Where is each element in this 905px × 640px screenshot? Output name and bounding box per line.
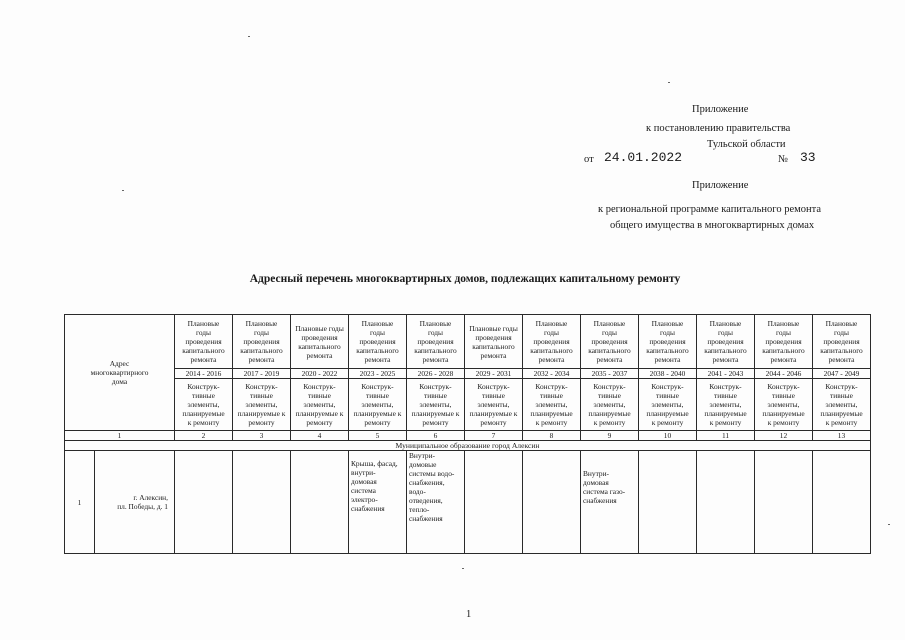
work-cell (291, 451, 349, 554)
elements-header: Конструк- тивные элементы, планируемые к ремонту (697, 379, 755, 431)
number-value: 33 (800, 150, 816, 165)
municipality-row: Муниципальное образование город Алексин (65, 441, 871, 451)
elements-header: Конструк- тивные элементы, планируемые к ремонту (233, 379, 291, 431)
program-line-1: к региональной программе капитального ремонта (598, 204, 822, 215)
elements-header: Конструк- тивные элементы, планируемые к ремонту (349, 379, 407, 431)
column-number: 1 (65, 431, 175, 441)
period-years: 2035 - 2037 (581, 369, 639, 379)
column-number: 12 (755, 431, 813, 441)
scan-speck (248, 36, 250, 37)
column-number: 7 (465, 431, 523, 441)
column-number: 13 (813, 431, 871, 441)
period-header: Плановые годы проведения капитального ремонта (175, 315, 233, 369)
period-header: Плановые годы проведения капитального ремонта (407, 315, 465, 369)
region-line: Тульской области (707, 139, 786, 150)
period-years: 2023 - 2025 (349, 369, 407, 379)
column-number: 5 (349, 431, 407, 441)
period-header: Плановые годы проведения капитального ремонта (291, 315, 349, 369)
address-column-header: Адрес многоквартирного дома (65, 315, 175, 431)
work-cell: Крыша, фасад, внутри- домовая система электро- снабжения (349, 451, 407, 554)
period-header: Плановые годы проведения капитального ремонта (465, 315, 523, 369)
elements-header: Конструк- тивные элементы, планируемые к ремонту (581, 379, 639, 431)
column-number: 9 (581, 431, 639, 441)
column-number: 6 (407, 431, 465, 441)
number-prefix: № (778, 154, 789, 165)
period-years: 2029 - 2031 (465, 369, 523, 379)
appendix-label: Приложение (692, 104, 749, 115)
work-cell (639, 451, 697, 554)
work-cell (465, 451, 523, 554)
work-cell (755, 451, 813, 554)
period-years: 2038 - 2040 (639, 369, 697, 379)
elements-header: Конструк- тивные элементы, планируемые к ремонту (813, 379, 871, 431)
period-years: 2047 - 2049 (813, 369, 871, 379)
row-address: г. Алексин, пл. Победы, д. 1 (95, 451, 175, 554)
elements-header: Конструк- тивные элементы, планируемые к ремонту (639, 379, 697, 431)
column-number: 10 (639, 431, 697, 441)
scan-speck (462, 568, 464, 569)
column-number: 3 (233, 431, 291, 441)
page-number: 1 (466, 609, 472, 620)
elements-header: Конструк- тивные элементы, планируемые к ремонту (291, 379, 349, 431)
column-number: 8 (523, 431, 581, 441)
period-years: 2026 - 2028 (407, 369, 465, 379)
column-number: 11 (697, 431, 755, 441)
period-header: Плановые годы проведения капитального ремонта (697, 315, 755, 369)
column-number: 2 (175, 431, 233, 441)
period-years: 2032 - 2034 (523, 369, 581, 379)
period-years: 2020 - 2022 (291, 369, 349, 379)
work-cell (523, 451, 581, 554)
work-cell: Внутри- домовая система газо- снабжения (581, 451, 639, 554)
address-list-table (64, 314, 871, 554)
date-value: 24.01.2022 (604, 150, 683, 165)
work-cell (813, 451, 871, 554)
work-cell (175, 451, 233, 554)
work-cell: Внутри- домовые системы водо- снабжения, водо- отведения, тепло- снабжения (407, 451, 465, 554)
work-cell (233, 451, 291, 554)
period-years: 2017 - 2019 (233, 369, 291, 379)
work-cell (697, 451, 755, 554)
elements-header: Конструк- тивные элементы, планируемые к ремонту (755, 379, 813, 431)
program-appendix-label: Приложение (692, 180, 749, 191)
scan-speck (888, 524, 890, 525)
elements-header: Конструк- тивные элементы, планируемые к ремонту (175, 379, 233, 431)
period-years: 2041 - 2043 (697, 369, 755, 379)
date-prefix: от (584, 154, 594, 165)
program-line-2: общего имущества в многоквартирных домах (610, 220, 815, 231)
period-header: Плановые годы проведения капитального ремонта (581, 315, 639, 369)
elements-header: Конструк- тивные элементы, планируемые к ремонту (465, 379, 523, 431)
column-number: 4 (291, 431, 349, 441)
row-index: 1 (65, 451, 95, 554)
table-row (65, 451, 871, 554)
elements-header: Конструк- тивные элементы, планируемые к ремонту (407, 379, 465, 431)
period-header: Плановые годы проведения капитального ремонта (639, 315, 697, 369)
period-header: Плановые годы проведения капитального ремонта (755, 315, 813, 369)
period-header: Плановые годы проведения капитального ремонта (349, 315, 407, 369)
period-header: Плановые годы проведения капитального ремонта (813, 315, 871, 369)
scan-speck (668, 82, 670, 83)
decree-line: к постановлению правительства (646, 123, 791, 134)
period-header: Плановые годы проведения капитального ремонта (523, 315, 581, 369)
scan-speck (122, 190, 124, 191)
document-title: Адресный перечень многоквартирных домов, подлежащих капитальному ремонту (249, 273, 681, 285)
elements-header: Конструк- тивные элементы, планируемые к ремонту (523, 379, 581, 431)
period-years: 2014 - 2016 (175, 369, 233, 379)
period-header: Плановые годы проведения капитального ремонта (233, 315, 291, 369)
period-years: 2044 - 2046 (755, 369, 813, 379)
